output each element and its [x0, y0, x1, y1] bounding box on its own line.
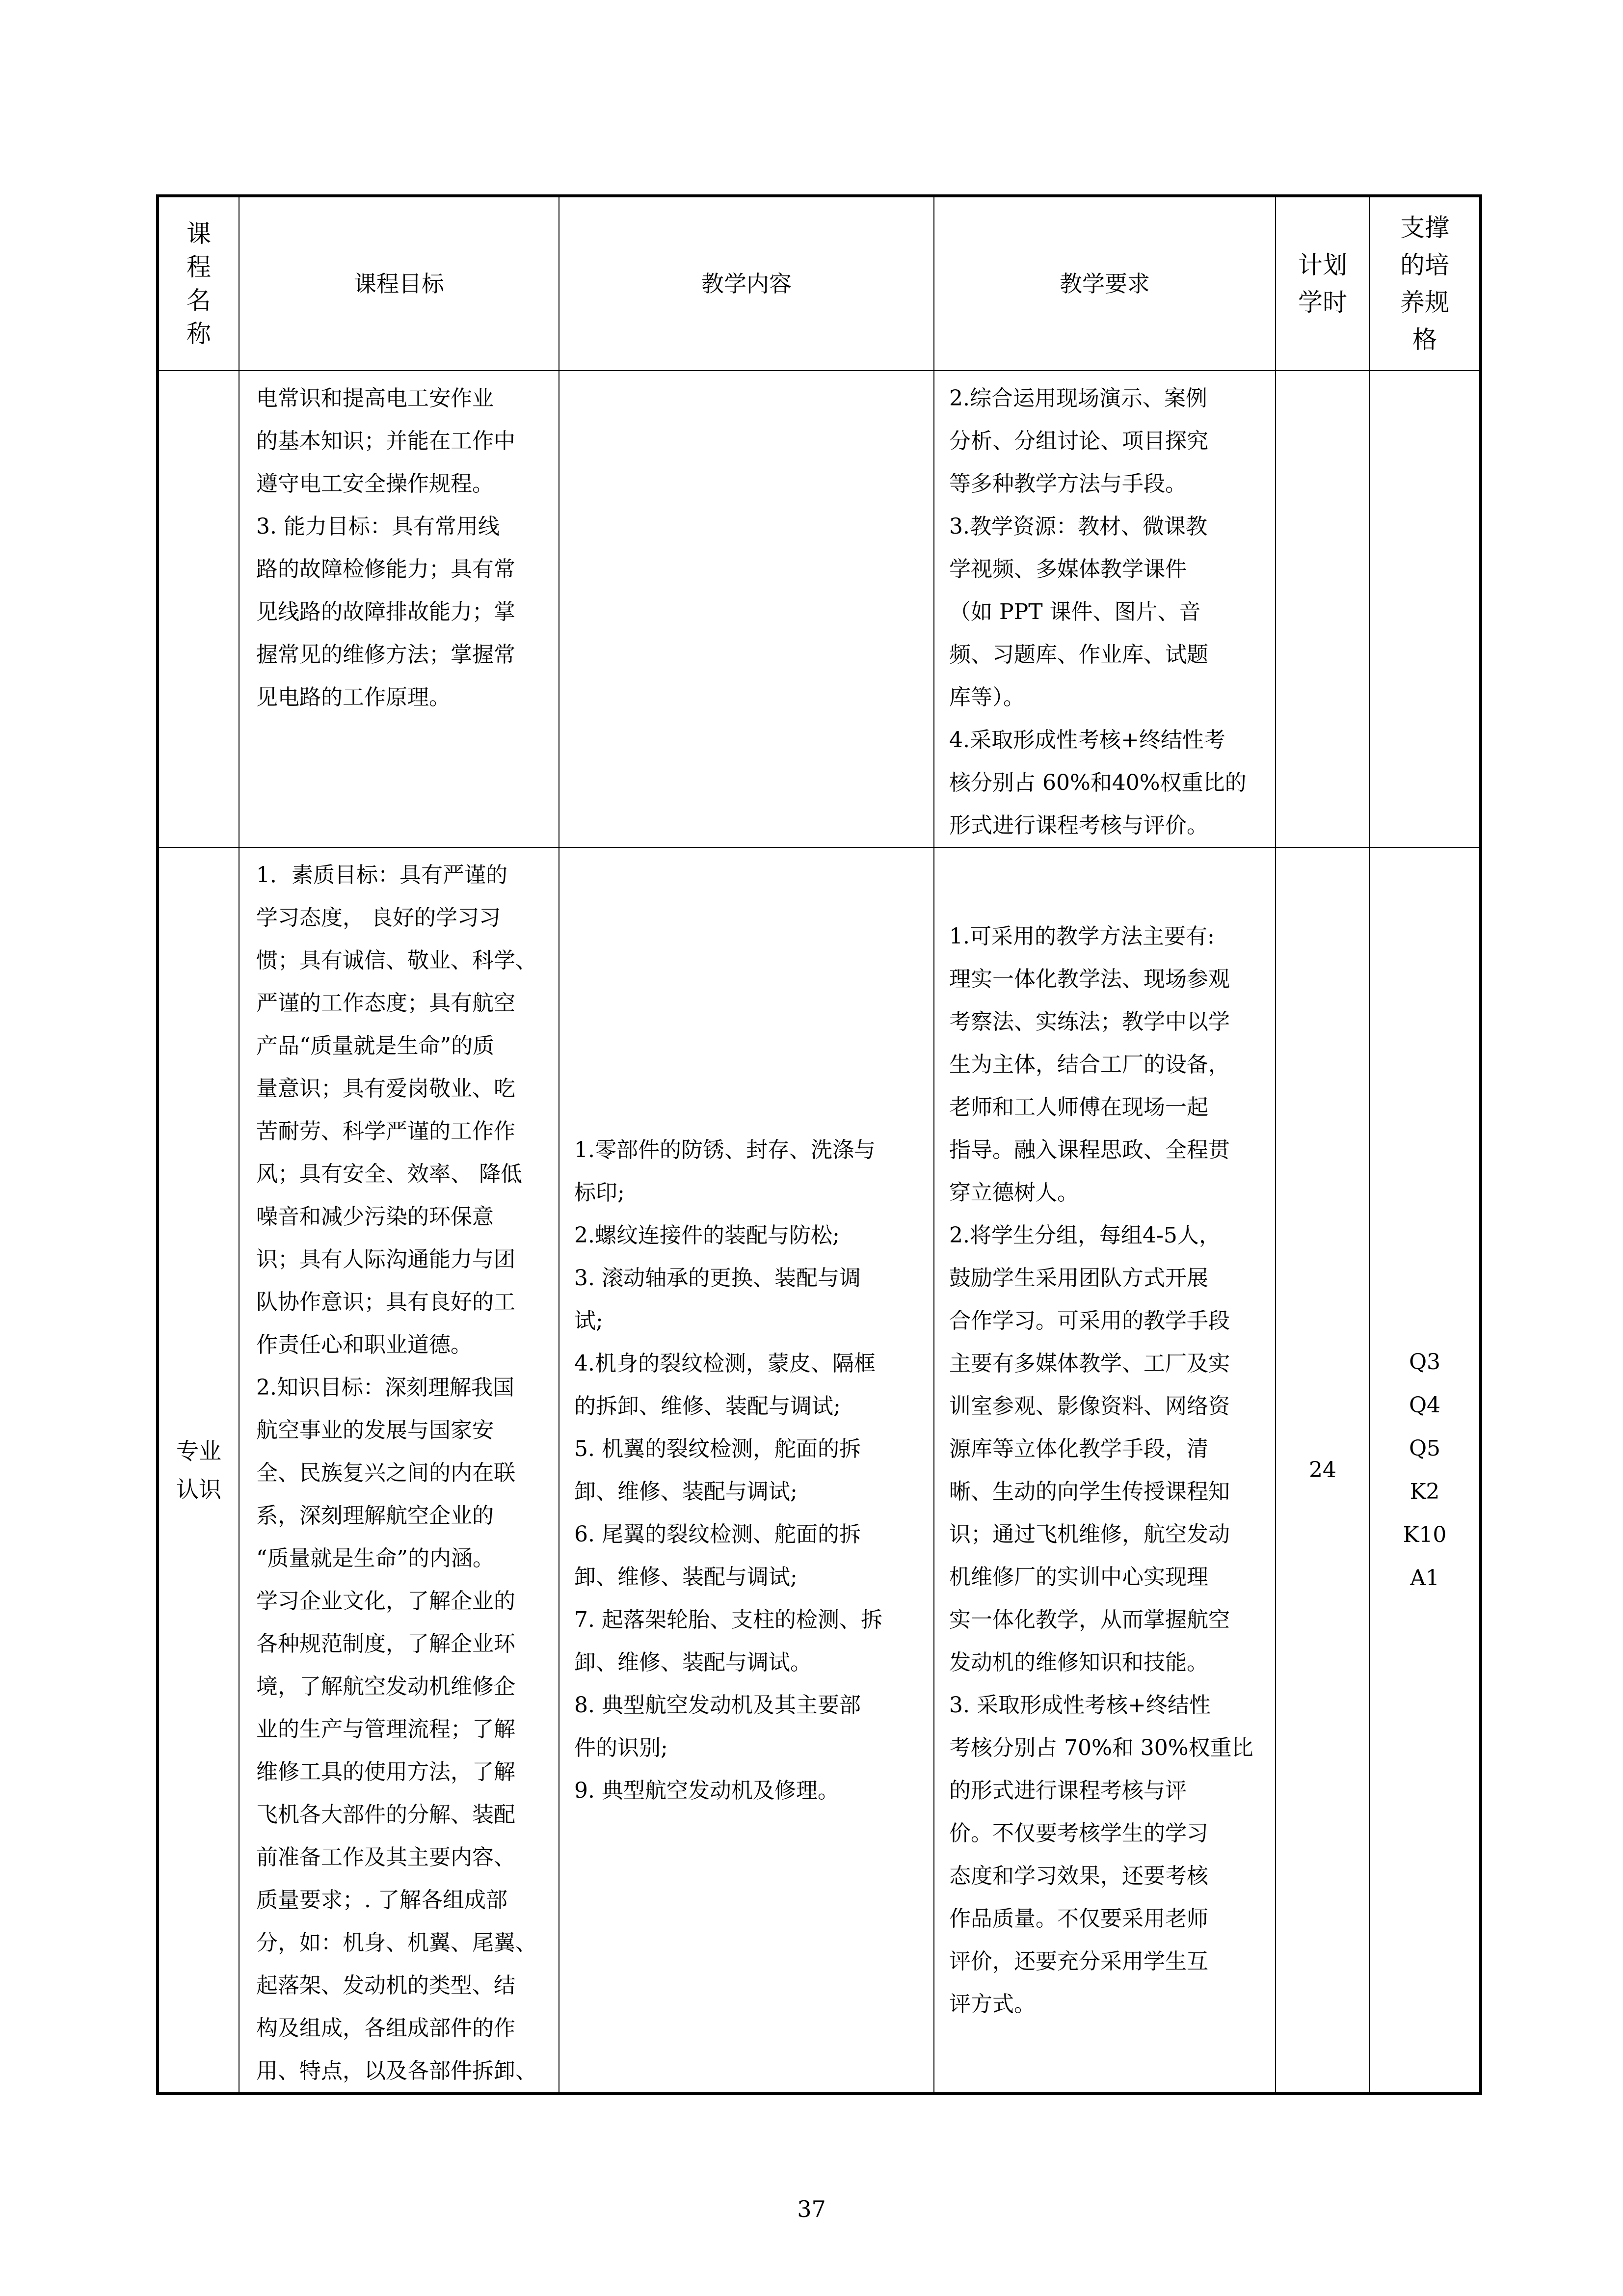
requirement-paragraph: 3.教学资源：教材、微课教 学视频、多媒体教学课件 （如 PPT 课件、图片、音 频、习题库、作业库、试题 库等）。	[949, 514, 1208, 710]
content-item: 2.螺纹连接件的装配与防松;	[574, 1222, 840, 1248]
teaching-requirements-cell	[934, 371, 1276, 847]
requirement-paragraph: 2.综合运用现场演示、案例 分析、分组讨论、项目探究 等多种教学方法与手段。	[949, 386, 1208, 496]
course-table	[156, 194, 1482, 2095]
content-item: 3. 滚动轴承的更换、装配与调 试;	[574, 1265, 861, 1333]
supported-spec-cell	[1370, 371, 1481, 847]
course-goal-cell	[239, 371, 559, 847]
requirement-paragraph: 3. 采取形成性考核+终结性 考核分别占 70%和 30%权重比 的形式进行课程考核与评 价。不仅要考核学生的学习 态度和学习效果，还要考核 作品质量。不仅要采用老师 评价，还要充分采用学生互 评方式。	[949, 1692, 1253, 2017]
spec-code: K2	[1410, 1479, 1440, 1504]
content-item: 8. 典型航空发动机及其主要部 件的识别;	[574, 1692, 861, 1760]
goal-paragraph: 1．素质目标：具有严谨的 学习态度， 良好的学习习 惯；具有诚信、敬业、科学、 严谨的工作态度；具有航空 产品“质量就是生命”的质 量意识；具有爱岗敬业、吃 苦耐劳、科学严谨的工作作 风；具有安全、效率、 降低 噪音和减少污染的环保意 识；具有人际沟通能力与团 队协作意识；具有良好的工 作责任心和职业道德。	[256, 863, 537, 1357]
table-row	[158, 371, 1481, 847]
header-row	[158, 196, 1481, 371]
goal-paragraph: 电常识和提高电工安作业 的基本知识；并能在工作中 遵守电工安全操作规程。	[256, 386, 515, 496]
requirement-paragraph: 2.将学生分组，每组4-5人， 鼓励学生采用团队方式开展 合作学习。可采用的教学手段 主要有多媒体教学、工厂及实 训室参观、影像资料、网络资 源库等立体化教学手段，清 晰、生动的向学生传授课程知 识；通过飞机维修，航空发动 机维修厂的实训中心实现理 实一体化教学，从而掌握航空 发动机的维修知识和技能。	[949, 1222, 1230, 1675]
table-row	[158, 847, 1481, 2094]
header-teaching-requirements: 教学要求	[934, 196, 1276, 371]
header-supported-spec: 支撑 的培 养规 格	[1370, 196, 1481, 371]
header-teaching-content: 教学内容	[559, 196, 934, 371]
course-name-cell: 专业 认识	[158, 847, 239, 2094]
content-item: 9. 典型航空发动机及修理。	[574, 1778, 839, 1803]
teaching-content-cell	[559, 847, 934, 2094]
header-course-name: 课 程 名 称	[158, 196, 239, 371]
content-item: 1.零部件的防锈、封存、洗涤与 标印;	[574, 1137, 876, 1205]
planned-hours-cell	[1276, 371, 1370, 847]
spec-code: K10	[1403, 1522, 1447, 1547]
content-item: 7. 起落架轮胎、支柱的检测、拆 卸、维修、装配与调试。	[574, 1607, 882, 1675]
spec-code: Q3	[1409, 1349, 1441, 1375]
spec-code: Q4	[1409, 1392, 1441, 1418]
teaching-requirements-cell	[934, 847, 1276, 2094]
course-name-cell	[158, 371, 239, 847]
content-item: 4.机身的裂纹检测，蒙皮、隔框 的拆卸、维修、装配与调试;	[574, 1351, 876, 1419]
requirement-paragraph: 1.可采用的教学方法主要有: 理实一体化教学法、现场参观 考察法、实练法；教学中以学 生为主体，结合工厂的设备， 老师和工人师傅在现场一起 指导。融入课程思政、全程贯 穿立德树人。	[949, 923, 1230, 1205]
page-number: 37	[797, 2196, 826, 2222]
teaching-content-cell	[559, 371, 934, 847]
goal-paragraph: 2.知识目标：深刻理解我国 航空事业的发展与国家安 全、民族复兴之间的内在联 系，深刻理解航空企业的 “质量就是生命”的内涵。 学习企业文化，了解企业的 各种规范制度，了解企业环 境，了解航空发动机维修企 业的生产与管理流程；了解 维修工具的使用方法，了解 飞机各大部件的分解、装配 前准备工作及其主要内容、 质量要求；. 了解各组成部 分，如：机身、机翼、尾翼、 起落架、发动机的类型、结 构及组成，各组成部件的作 用、特点，以及各部件拆卸、	[256, 1375, 537, 2083]
content-item: 5. 机翼的裂纹检测，舵面的拆 卸、维修、装配与调试;	[574, 1436, 861, 1504]
header-course-goal: 课程目标	[239, 196, 559, 371]
course-goal-cell	[239, 847, 559, 2094]
spec-code: A1	[1410, 1565, 1439, 1591]
planned-hours-cell: 24	[1276, 847, 1370, 2094]
goal-paragraph: 3. 能力目标：具有常用线 路的故障检修能力；具有常 见线路的故障排故能力；掌 握常见的维修方法；掌握常 见电路的工作原理。	[256, 514, 515, 710]
spec-code: Q5	[1409, 1435, 1441, 1461]
content-item: 6. 尾翼的裂纹检测、舵面的拆 卸、维修、装配与调试;	[574, 1521, 861, 1590]
requirement-paragraph: 4.采取形成性考核+终结性考 核分别占 60%和40%权重比的 形式进行课程考核与评价。	[949, 728, 1247, 838]
header-planned-hours: 计划 学时	[1276, 196, 1370, 371]
supported-spec-cell	[1370, 847, 1481, 2094]
